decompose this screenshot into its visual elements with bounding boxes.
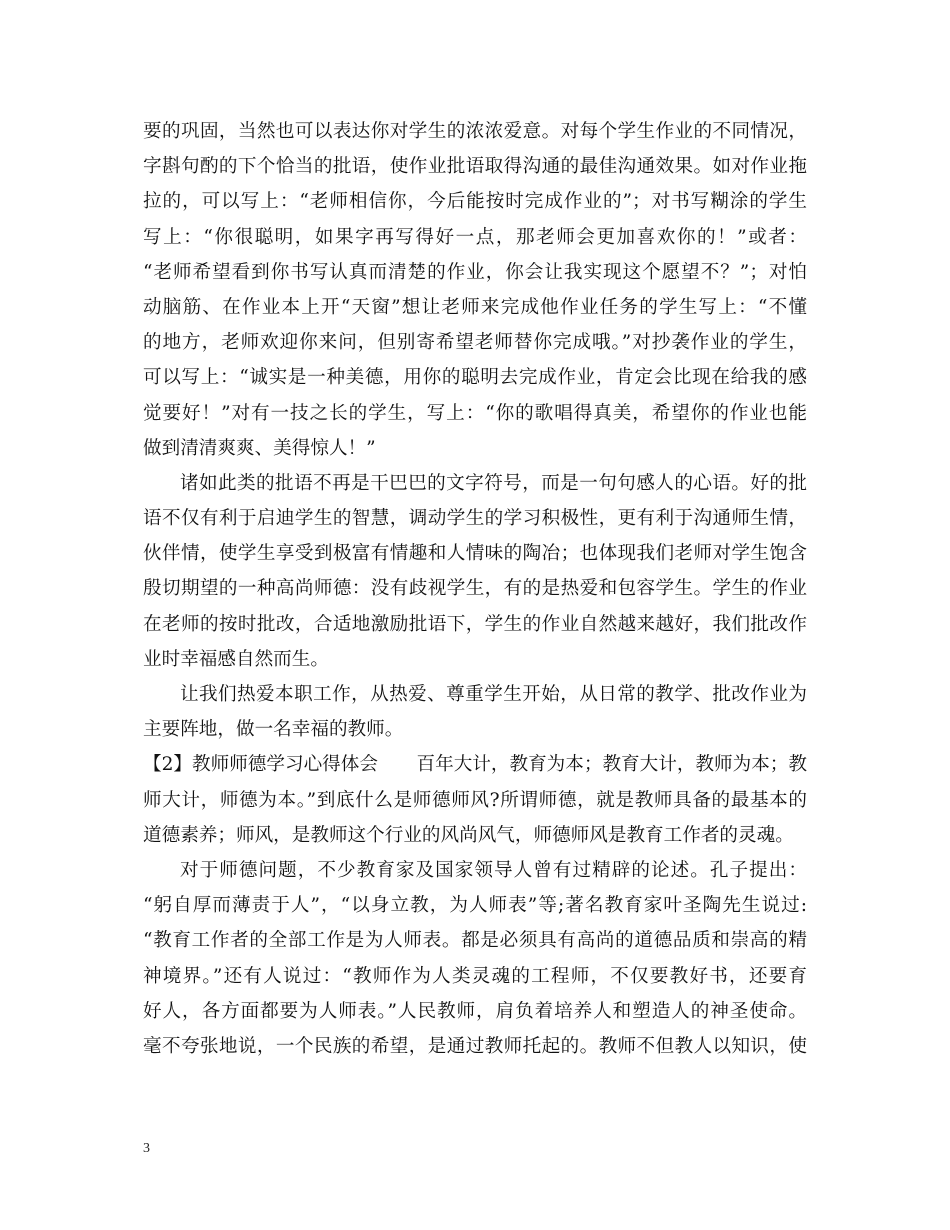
text-line: 毫不夸张地说，一个民族的希望，是通过教师托起的。教师不但教人以知识，使 [143, 1035, 807, 1057]
text-line: 要的巩固，当然也可以表达你对学生的浓浓爱意。对每个学生作业的不同情况， [143, 121, 807, 142]
section-heading: 【2】教师师德学习心得体会 [143, 754, 378, 776]
text-line: 伙伴情，使学生享受到极富有情趣和人情味的陶冶；也体现我们老师对学生饱含 [143, 543, 807, 565]
text-line: 拉的，可以写上：“老师相信你，今后能按时完成作业的”；对书写糊涂的学生 [143, 191, 807, 213]
text-line: 主要阵地，做一名幸福的教师。 [143, 719, 404, 741]
text-line: “教育工作者的全部工作是为人师表。都是必须具有高尚的道德品质和崇高的精 [143, 930, 807, 952]
text-line: 语不仅有利于启迪学生的智慧，调动学生的学习积极性，更有利于沟通师生情， [143, 508, 807, 530]
section-heading-text: 百年大计，教育为本；教育大计，教师为本；教 [416, 754, 807, 776]
document-body [143, 114, 807, 1064]
text-line: 业时幸福感自然而生。 [143, 648, 329, 670]
text-line: 诸如此类的批语不再是干巴巴的文字符号，而是一句句感人的心语。好的批 [180, 472, 807, 494]
paragraph-4 [143, 747, 807, 853]
text-line: “老师希望看到你书写认真而清楚的作业，你会让我实现这个愿望不？”；对怕 [143, 261, 807, 283]
text-line: 可以写上：“诚实是一种美德，用你的聪明去完成作业，肯定会比现在给我的感 [143, 367, 807, 389]
paragraph-3 [143, 677, 807, 747]
section-heading-line [143, 747, 807, 782]
text-line: 字斟句酌的下个恰当的批语，使作业批语取得沟通的最佳沟通效果。如对作业拖 [143, 156, 807, 178]
text-line: “躬自厚而薄责于人”，“以身立教，为人师表”等;著名教育家叶圣陶先生说过: [143, 895, 807, 917]
text-line: 让我们热爱本职工作，从热爱、尊重学生开始，从日常的教学、批改作业为 [180, 684, 807, 705]
text-line: 对于师德问题，不少教育家及国家领导人曾有过精辟的论述。孔子提出： [180, 859, 807, 881]
text-line: 做到清清爽爽、美得惊人！” [143, 437, 376, 459]
text-line: 神境界。”还有人说过：“教师作为人类灵魂的工程师，不仅要教好书，还要育 [143, 965, 807, 987]
text-line: 动脑筋、在作业本上开“天窗”想让老师来完成他作业任务的学生写上：“不懂 [143, 296, 807, 318]
paragraph-1 [143, 114, 807, 466]
text-line: 写上：“你很聪明，如果字再写得好一点，那老师会更加喜欢你的！”或者： [143, 226, 807, 248]
text-line: 好人，各方面都要为人师表。”人民教师，肩负着培养人和塑造人的神圣使命。 [143, 1000, 807, 1022]
paragraph-5 [143, 853, 807, 1064]
page-number: 3 [143, 1141, 150, 1156]
text-line: 在老师的按时批改，合适地激励批语下，学生的作业自然越来越好，我们批改作 [143, 613, 807, 635]
text-line: 觉要好！”对有一技之长的学生，写上：“你的歌唱得真美，希望你的作业也能 [143, 402, 807, 424]
text-line: 道德素养；师风，是教师这个行业的风尚风气，师德师风是教育工作者的灵魂。 [143, 824, 794, 846]
paragraph-2 [143, 466, 807, 677]
text-line: 殷切期望的一种高尚师德：没有歧视学生，有的是热爱和包容学生。学生的作业 [143, 578, 807, 600]
text-line: 师大计，师德为本。”到底什么是师德师风?所谓师德，就是教师具备的最基本的 [143, 789, 807, 811]
text-line: 的地方，老师欢迎你来问，但别寄希望老师替你完成哦。”对抄袭作业的学生， [143, 332, 807, 354]
